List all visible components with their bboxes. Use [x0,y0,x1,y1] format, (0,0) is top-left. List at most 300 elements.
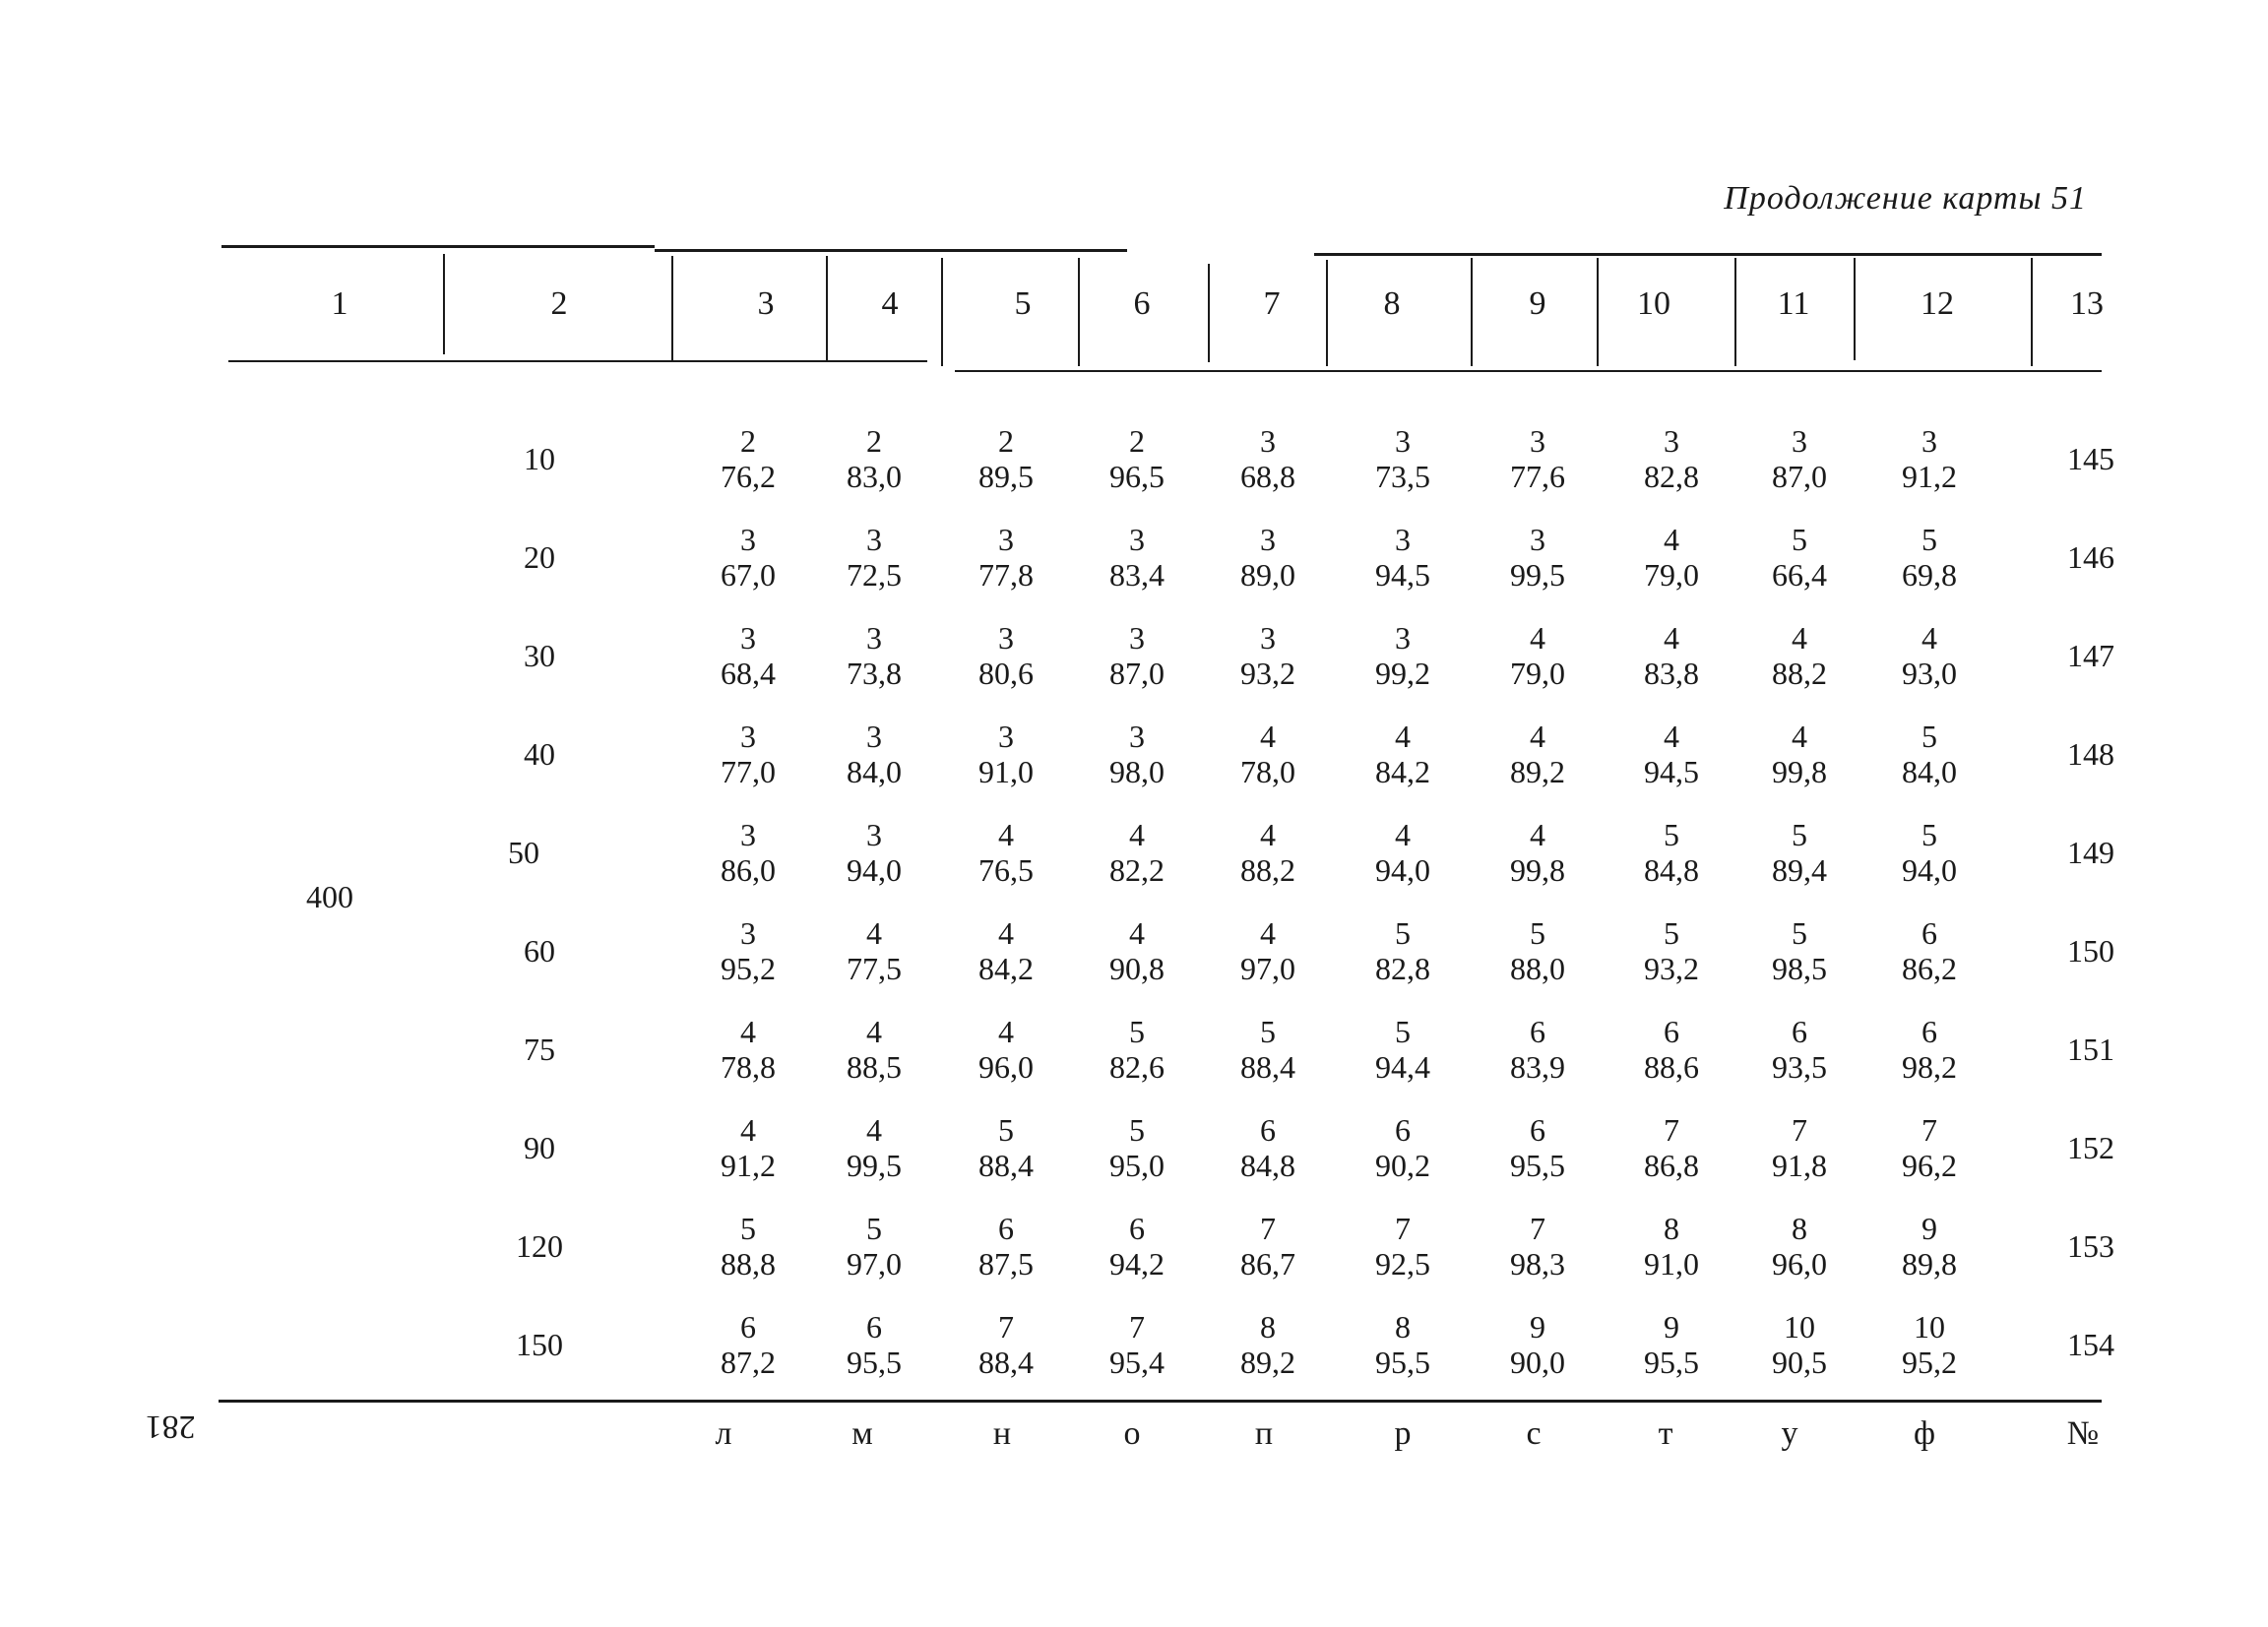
cell-top-value: 6 [1530,1112,1545,1148]
cell-bottom-value: 84,8 [1240,1148,1295,1183]
cell-bottom-value: 99,2 [1375,656,1430,691]
col-sep-4 [941,258,943,366]
cell-bottom-value: 95,0 [1109,1148,1165,1183]
cell-top-value: 5 [1664,915,1679,951]
cell-top-value: 3 [1395,522,1411,557]
cell-bottom-value: 94,5 [1644,754,1699,789]
table-cell [1344,817,1462,888]
table-cell [689,620,807,691]
cell-top-value: 3 [866,522,882,557]
table-cell [1612,522,1731,593]
cell-bottom-value: 95,5 [847,1345,902,1380]
cell-top-value: 4 [1664,620,1679,656]
cell-bottom-value: 82,6 [1109,1049,1165,1085]
cell-top-value: 4 [998,817,1014,852]
cell-bottom-value: 88,4 [978,1345,1034,1380]
cell-top-value: 4 [1129,915,1145,951]
cell-bottom-value: 88,0 [1510,951,1565,986]
row-label: 60 [524,933,555,969]
cell-bottom-value: 83,0 [847,459,902,494]
col-sep-7 [1326,260,1328,366]
cell-top-value: 7 [1664,1112,1679,1148]
cell-bottom-value: 96,0 [978,1049,1034,1085]
footer-letter: л [715,1415,732,1452]
table-cell [1479,1112,1597,1183]
cell-bottom-value: 88,5 [847,1049,902,1085]
table-cell [1344,620,1462,691]
cell-top-value: 5 [1792,817,1807,852]
table-cell [1740,522,1858,593]
cell-bottom-value: 93,5 [1772,1049,1827,1085]
top-rule-right [1314,253,2102,256]
col-sep-5 [1078,258,1080,366]
col-sep-6 [1208,264,1210,362]
cell-top-value: 3 [1129,620,1145,656]
cell-top-value: 8 [1395,1309,1411,1345]
table-cell [1479,719,1597,789]
bottom-rule [219,1400,2102,1403]
cell-bottom-value: 87,0 [1109,656,1165,691]
table-cell [1078,719,1196,789]
cell-bottom-value: 94,5 [1375,557,1430,593]
cell-bottom-value: 94,4 [1375,1049,1430,1085]
table-cell [1612,719,1731,789]
cell-top-value: 8 [1792,1211,1807,1246]
cell-bottom-value: 82,8 [1644,459,1699,494]
cell-top-value: 5 [1129,1112,1145,1148]
cell-top-value: 3 [1792,423,1807,459]
table-cell [1740,620,1858,691]
header-rule-left [228,360,927,362]
cell-bottom-value: 93,2 [1644,951,1699,986]
cell-top-value: 10 [1914,1309,1945,1345]
cell-bottom-value: 91,8 [1772,1148,1827,1183]
col-header-7: 7 [1263,285,1281,322]
table-cell [815,423,933,494]
cell-bottom-value: 95,2 [1902,1345,1957,1380]
table-cell [1870,1014,1988,1085]
col-sep-12 [2031,258,2033,366]
cell-top-value: 3 [866,817,882,852]
table-cell [947,1112,1065,1183]
table-cell [1612,1014,1731,1085]
table-cell [1344,423,1462,494]
table-cell [1209,1112,1327,1183]
cell-top-value: 4 [866,1112,882,1148]
cell-bottom-value: 95,5 [1644,1345,1699,1380]
table-cell [689,522,807,593]
row-number: 147 [2067,638,2114,673]
cell-top-value: 4 [1664,719,1679,754]
cell-bottom-value: 77,8 [978,557,1034,593]
cell-bottom-value: 78,0 [1240,754,1295,789]
cell-top-value: 5 [740,1211,756,1246]
cell-top-value: 3 [1664,423,1679,459]
table-cell [1479,1309,1597,1380]
cell-top-value: 6 [1260,1112,1276,1148]
cell-top-value: 4 [1792,719,1807,754]
cell-top-value: 5 [1129,1014,1145,1049]
row-label: 150 [516,1327,563,1362]
table-cell [1612,620,1731,691]
cell-bottom-value: 91,0 [1644,1246,1699,1282]
col-header-1: 1 [331,285,348,322]
cell-top-value: 2 [1129,423,1145,459]
cell-bottom-value: 96,5 [1109,459,1165,494]
cell-top-value: 4 [740,1014,756,1049]
cell-bottom-value: 99,8 [1510,852,1565,888]
cell-top-value: 6 [1129,1211,1145,1246]
cell-top-value: 4 [866,1014,882,1049]
table-cell [1209,620,1327,691]
cell-top-value: 3 [1395,423,1411,459]
table-cell [1209,1211,1327,1282]
cell-top-value: 4 [1129,817,1145,852]
table-cell [947,1014,1065,1085]
table-cell [815,1014,933,1085]
col-sep-2 [671,256,673,360]
cell-bottom-value: 86,7 [1240,1246,1295,1282]
cell-top-value: 3 [1260,423,1276,459]
table-cell [1344,522,1462,593]
cell-top-value: 6 [866,1309,882,1345]
table-cell [1078,1211,1196,1282]
table-cell [1078,423,1196,494]
table-cell [815,1211,933,1282]
cell-top-value: 7 [1530,1211,1545,1246]
cell-top-value: 4 [1260,915,1276,951]
table-cell [815,1309,933,1380]
table-cell [1870,522,1988,593]
cell-top-value: 2 [998,423,1014,459]
cell-bottom-value: 79,0 [1644,557,1699,593]
cell-top-value: 8 [1260,1309,1276,1345]
row-number: 150 [2067,933,2114,969]
table-cell [1344,1211,1462,1282]
cell-top-value: 3 [1260,620,1276,656]
cell-bottom-value: 66,4 [1772,557,1827,593]
table-cell [1209,719,1327,789]
cell-bottom-value: 87,5 [978,1246,1034,1282]
table-cell [1612,1211,1731,1282]
cell-bottom-value: 72,5 [847,557,902,593]
cell-bottom-value: 93,2 [1240,656,1295,691]
table-cell [1344,719,1462,789]
table-cell [689,1211,807,1282]
row-label: 75 [524,1032,555,1067]
table-cell [1344,1112,1462,1183]
table-cell [1479,915,1597,986]
table-cell [1740,719,1858,789]
table-cell [815,719,933,789]
cell-bottom-value: 77,6 [1510,459,1565,494]
cell-top-value: 6 [1792,1014,1807,1049]
cell-bottom-value: 83,8 [1644,656,1699,691]
cell-bottom-value: 82,8 [1375,951,1430,986]
row-label: 30 [524,638,555,673]
cell-top-value: 9 [1664,1309,1679,1345]
cell-top-value: 4 [1530,817,1545,852]
cell-bottom-value: 88,2 [1240,852,1295,888]
cell-bottom-value: 80,6 [978,656,1034,691]
cell-top-value: 6 [998,1211,1014,1246]
cell-bottom-value: 88,8 [721,1246,776,1282]
table-cell [1479,1014,1597,1085]
table-cell [1479,522,1597,593]
row-label: 40 [524,736,555,772]
cell-bottom-value: 91,0 [978,754,1034,789]
table-cell [1870,915,1988,986]
col-header-8: 8 [1383,285,1401,322]
footer-letter: у [1781,1415,1798,1452]
cell-bottom-value: 84,2 [978,951,1034,986]
cell-bottom-value: 73,5 [1375,459,1430,494]
table-cell [815,1112,933,1183]
cell-top-value: 3 [1129,522,1145,557]
cell-bottom-value: 98,2 [1902,1049,1957,1085]
cell-bottom-value: 73,8 [847,656,902,691]
cell-top-value: 3 [1129,719,1145,754]
col-sep-3 [826,256,828,360]
cell-top-value: 6 [1664,1014,1679,1049]
cell-bottom-value: 84,8 [1644,852,1699,888]
cell-bottom-value: 76,5 [978,852,1034,888]
cell-bottom-value: 99,8 [1772,754,1827,789]
cell-bottom-value: 98,5 [1772,951,1827,986]
cell-top-value: 5 [1922,817,1937,852]
col-header-11: 11 [1777,285,1810,322]
cell-bottom-value: 87,0 [1772,459,1827,494]
cell-top-value: 3 [740,817,756,852]
table-cell [1078,817,1196,888]
cell-bottom-value: 94,0 [847,852,902,888]
cell-top-value: 5 [1260,1014,1276,1049]
col-sep-8 [1471,258,1473,366]
table-cell [1479,817,1597,888]
table-cell [1740,1112,1858,1183]
table-cell [1078,1112,1196,1183]
cell-top-value: 3 [740,522,756,557]
page-number: 281 [145,1408,196,1445]
cell-bottom-value: 77,5 [847,951,902,986]
cell-top-value: 6 [1922,915,1937,951]
cell-bottom-value: 90,5 [1772,1345,1827,1380]
cell-top-value: 2 [740,423,756,459]
cell-bottom-value: 99,5 [1510,557,1565,593]
table-cell [1078,915,1196,986]
cell-bottom-value: 89,4 [1772,852,1827,888]
footer-letter: т [1658,1415,1673,1452]
col-header-12: 12 [1921,285,1954,322]
table-cell [1612,1309,1731,1380]
col-sep-11 [1854,258,1856,360]
cell-top-value: 4 [1260,817,1276,852]
col-header-4: 4 [881,285,899,322]
cell-bottom-value: 95,5 [1510,1148,1565,1183]
col-sep-1 [443,254,445,354]
cell-bottom-value: 96,2 [1902,1148,1957,1183]
cell-bottom-value: 95,2 [721,951,776,986]
cell-bottom-value: 86,2 [1902,951,1957,986]
cell-top-value: 2 [866,423,882,459]
cell-bottom-value: 84,2 [1375,754,1430,789]
table-cell [689,1014,807,1085]
cell-top-value: 7 [1260,1211,1276,1246]
footer-letter: № [2066,1415,2100,1452]
table-cell [947,1211,1065,1282]
table-cell [1870,719,1988,789]
cell-bottom-value: 88,2 [1772,656,1827,691]
table-cell [1740,817,1858,888]
cell-bottom-value: 77,0 [721,754,776,789]
cell-bottom-value: 76,2 [721,459,776,494]
cell-top-value: 3 [1395,620,1411,656]
table-cell [1344,915,1462,986]
col-header-5: 5 [1014,285,1032,322]
group-label: 400 [306,879,353,914]
cell-bottom-value: 94,2 [1109,1246,1165,1282]
table-cell [1612,817,1731,888]
cell-top-value: 5 [1792,915,1807,951]
cell-top-value: 5 [998,1112,1014,1148]
table-cell [1209,1014,1327,1085]
table-cell [689,817,807,888]
table-cell [815,522,933,593]
table-cell [815,620,933,691]
cell-top-value: 6 [1395,1112,1411,1148]
cell-bottom-value: 90,2 [1375,1148,1430,1183]
cell-top-value: 9 [1530,1309,1545,1345]
table-cell [1870,1211,1988,1282]
cell-bottom-value: 84,0 [1902,754,1957,789]
cell-bottom-value: 95,5 [1375,1345,1430,1380]
cell-top-value: 4 [998,1014,1014,1049]
cell-bottom-value: 90,8 [1109,951,1165,986]
cell-top-value: 6 [740,1309,756,1345]
cell-bottom-value: 89,5 [978,459,1034,494]
cell-top-value: 4 [998,915,1014,951]
col-header-10: 10 [1637,285,1670,322]
table-cell [1078,522,1196,593]
table-cell [689,1112,807,1183]
cell-bottom-value: 88,6 [1644,1049,1699,1085]
footer-letter: м [851,1415,873,1452]
cell-bottom-value: 94,0 [1375,852,1430,888]
col-header-13: 13 [2070,285,2104,322]
cell-top-value: 3 [740,719,756,754]
cell-top-value: 3 [866,620,882,656]
table-cell [1740,1309,1858,1380]
table-cell [1209,522,1327,593]
table-cell [1870,1309,1988,1380]
row-label: 120 [516,1228,563,1264]
cell-bottom-value: 89,0 [1240,557,1295,593]
row-number: 153 [2067,1228,2114,1264]
table-cell [1740,915,1858,986]
col-header-3: 3 [757,285,775,322]
table-cell [1209,915,1327,986]
col-header-6: 6 [1133,285,1151,322]
cell-bottom-value: 82,2 [1109,852,1165,888]
table-cell [947,423,1065,494]
row-number: 148 [2067,736,2114,772]
table-cell [1209,423,1327,494]
cell-top-value: 4 [1395,817,1411,852]
table-cell [1078,620,1196,691]
cell-top-value: 3 [740,620,756,656]
table-cell [1870,1112,1988,1183]
table-cell [1612,1112,1731,1183]
table-cell [1870,423,1988,494]
cell-bottom-value: 97,0 [847,1246,902,1282]
cell-bottom-value: 93,0 [1902,656,1957,691]
table-cell [947,719,1065,789]
table-cell [1740,1014,1858,1085]
row-number: 146 [2067,539,2114,575]
col-sep-9 [1597,258,1599,366]
cell-top-value: 6 [1922,1014,1937,1049]
table-cell [689,423,807,494]
cell-bottom-value: 95,4 [1109,1345,1165,1380]
cell-bottom-value: 98,3 [1510,1246,1565,1282]
cell-bottom-value: 83,9 [1510,1049,1565,1085]
cell-top-value: 5 [1395,915,1411,951]
cell-bottom-value: 86,0 [721,852,776,888]
cell-bottom-value: 91,2 [1902,459,1957,494]
cell-bottom-value: 67,0 [721,557,776,593]
cell-top-value: 4 [1395,719,1411,754]
cell-top-value: 6 [1530,1014,1545,1049]
cell-top-value: 4 [1792,620,1807,656]
cell-bottom-value: 91,2 [721,1148,776,1183]
cell-bottom-value: 94,0 [1902,852,1957,888]
cell-bottom-value: 90,0 [1510,1345,1565,1380]
table-cell [1479,1211,1597,1282]
table-cell [1344,1309,1462,1380]
cell-top-value: 3 [1260,522,1276,557]
cell-top-value: 5 [1792,522,1807,557]
table-cell [1612,423,1731,494]
cell-top-value: 5 [866,1211,882,1246]
cell-top-value: 7 [998,1309,1014,1345]
cell-top-value: 3 [740,915,756,951]
cell-bottom-value: 92,5 [1375,1246,1430,1282]
row-number: 145 [2067,441,2114,476]
table-cell [1612,915,1731,986]
row-number: 154 [2067,1327,2114,1362]
cell-top-value: 3 [998,522,1014,557]
cell-bottom-value: 88,4 [978,1148,1034,1183]
cell-bottom-value: 88,4 [1240,1049,1295,1085]
col-header-9: 9 [1529,285,1546,322]
table-cell [1479,620,1597,691]
footer-letter: о [1123,1415,1141,1452]
header-rule-right [955,370,2102,372]
footer-letter: н [992,1415,1012,1452]
row-number: 151 [2067,1032,2114,1067]
cell-bottom-value: 87,2 [721,1345,776,1380]
cell-bottom-value: 86,8 [1644,1148,1699,1183]
table-cell [1870,817,1988,888]
cell-bottom-value: 68,8 [1240,459,1295,494]
cell-top-value: 4 [740,1112,756,1148]
cell-top-value: 3 [1530,522,1545,557]
footer-letter: с [1526,1415,1542,1452]
table-cell [689,915,807,986]
cell-top-value: 7 [1922,1112,1937,1148]
cell-top-value: 4 [1530,620,1545,656]
cell-bottom-value: 78,8 [721,1049,776,1085]
